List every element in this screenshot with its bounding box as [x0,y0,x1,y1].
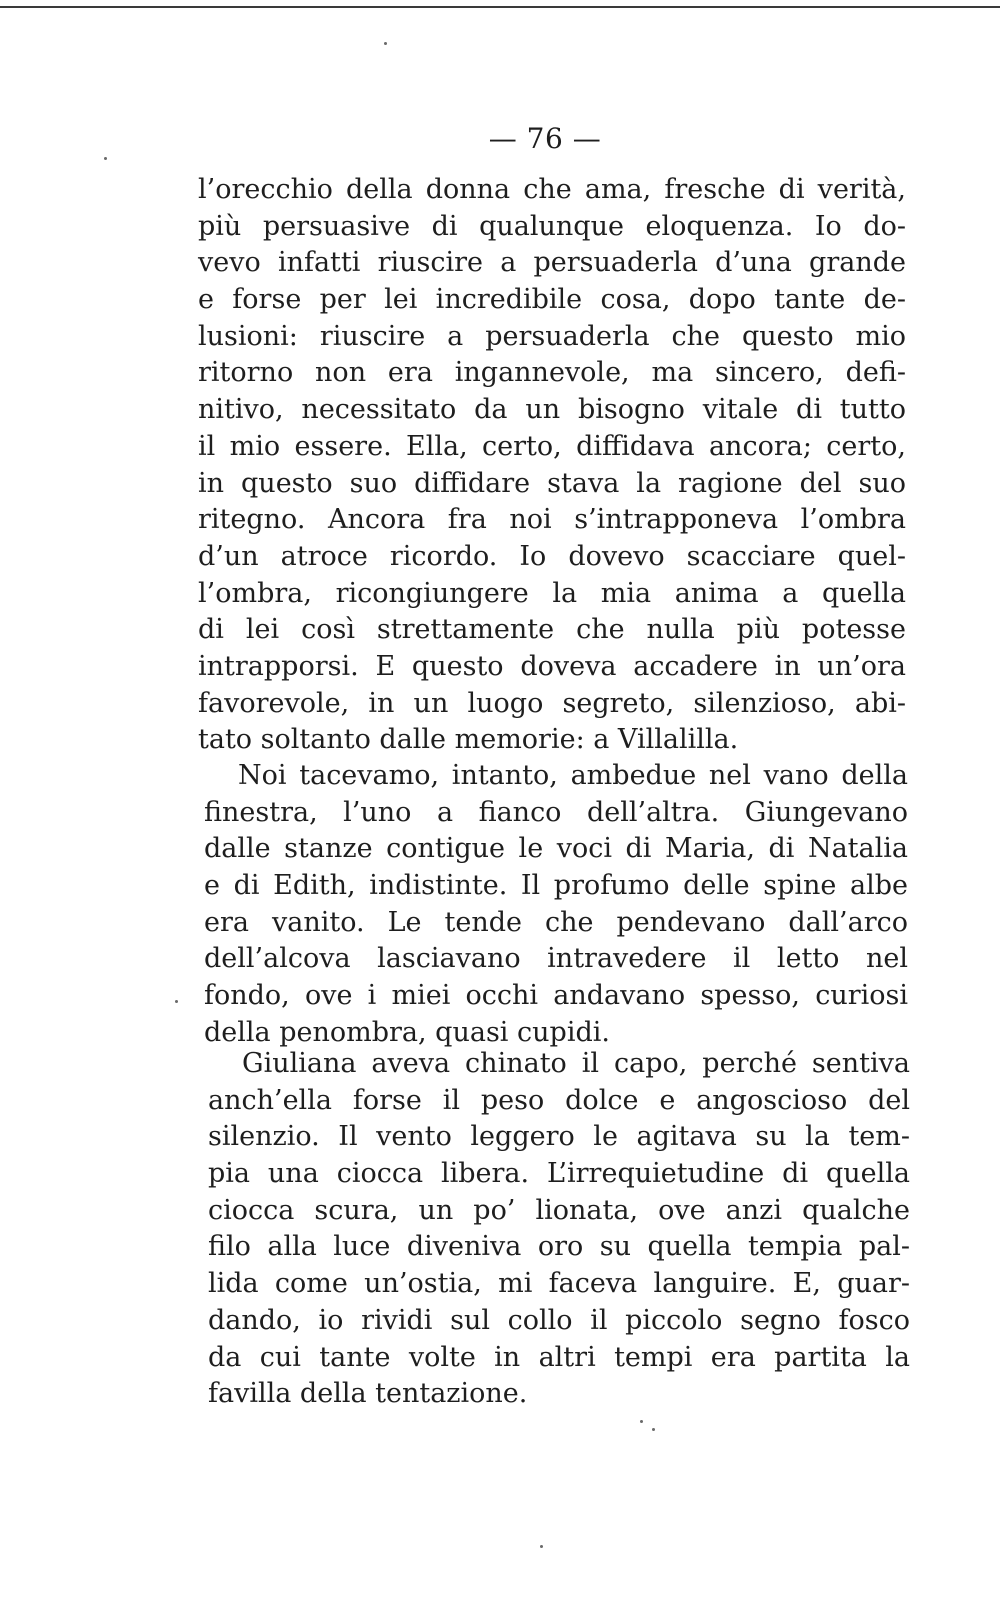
text-line: finestra, l’uno a fianco dell’altra. Giungevano [204,796,908,828]
paragraph-3 [208,1046,910,1413]
text-line: d’un atroce ricordo. Io dovevo scacciare quel- [198,540,906,572]
text-line: lusioni: riuscire a persuaderla che questo mio [198,320,906,352]
text-line: pia una ciocca libera. L’irrequietudine di quella [208,1158,910,1190]
scan-speck [540,1545,543,1548]
text-line: fondo, ove i miei occhi andavano spesso, curiosi [204,980,908,1012]
text-line: di lei così strettamente che nulla più potesse [198,614,906,646]
text-line: ritegno. Ancora fra noi s’intrapponeva l’ombra [198,504,906,536]
text-line: l’orecchio della donna che ama, fresche di verità, [198,174,906,205]
text-line: anch’ella forse il peso dolce e angoscioso del [208,1084,910,1116]
text-line: in questo suo diffidare stava la ragione del suo [198,467,906,499]
text-line: ritorno non era ingannevole, ma sincero, defi- [198,357,906,389]
text-line: più persuasive di qualunque eloquenza. Io do- [198,210,906,242]
scan-speck [640,1420,643,1423]
scan-speck [104,157,107,160]
text-line: Noi tacevamo, intanto, ambedue nel vano della [238,760,908,791]
text-line: filo alla luce diveniva oro su quella tempia pal- [208,1231,910,1263]
paragraph-2 [204,758,908,1052]
text-line: dell’alcova lasciavano intravedere il letto nel [204,943,908,975]
text-line: dalle stanze contigue le voci di Maria, di Natalia [204,833,908,865]
text-line: lida come un’ostia, mi faceva languire. E, guar- [208,1268,910,1300]
text-line: favorevole, in un luogo segreto, silenzioso, abi- [198,687,906,719]
text-line: e forse per lei incredibile cosa, dopo tante de- [198,284,906,316]
text-line: intrapporsi. E questo doveva accadere in un’ora [198,650,906,682]
text-line: vevo infatti riuscire a persuaderla d’una grande [198,247,906,279]
text-line: e di Edith, indistinte. Il profumo delle spine albe [204,870,908,902]
text-line: ciocca scura, un po’ lionata, ove anzi qualche [208,1194,910,1226]
text-line: favilla della tentazione. [208,1378,528,1410]
text-line: era vanito. Le tende che pendevano dall’arco [204,906,908,938]
paragraph-1 [198,172,906,759]
text-line: dando, io rividi sul collo il piccolo segno fosco [208,1304,910,1336]
scan-speck [175,1000,178,1003]
page-number: — 76 — [488,122,602,155]
text-line: da cui tante volte in altri tempi era partita la [208,1341,910,1373]
text-line: l’ombra, ricongiungere la mia anima a quella [198,577,906,609]
text-line: nitivo, necessitato da un bisogno vitale di tutto [198,394,906,426]
top-edge-rule [0,6,1000,8]
scan-speck [652,1428,655,1431]
scan-speck [384,42,387,45]
text-line: Giuliana aveva chinato il capo, perché sentiva [242,1048,910,1079]
text-line: silenzio. Il vento leggero le agitava su la tem- [208,1121,910,1153]
text-line: della penombra, quasi cupidi. [204,1016,610,1048]
text-line: tato soltanto dalle memorie: a Villalilla. [198,724,739,756]
text-line: il mio essere. Ella, certo, diffidava ancora; certo, [198,430,906,462]
